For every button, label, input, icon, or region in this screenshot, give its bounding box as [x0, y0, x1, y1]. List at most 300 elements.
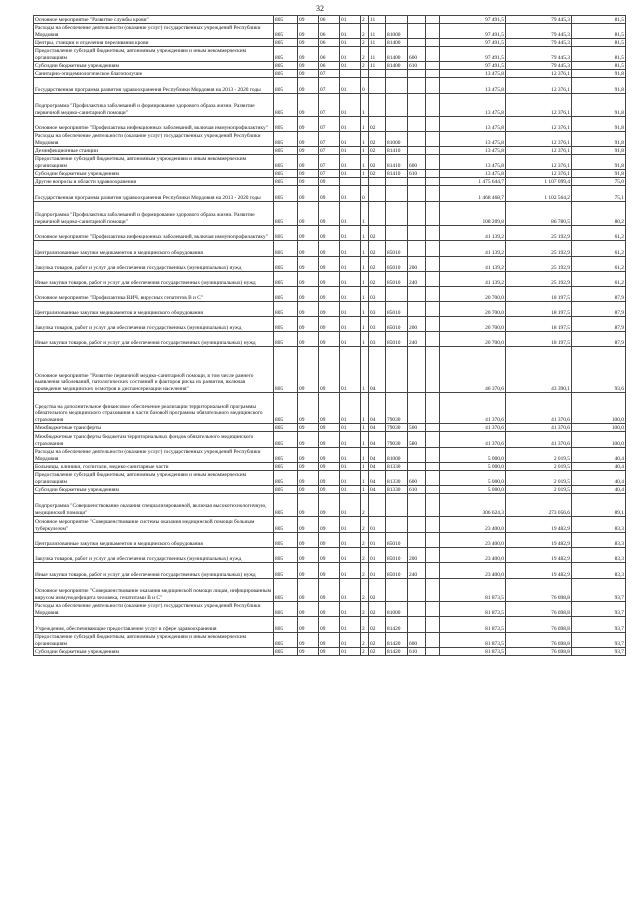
code-cell: 09: [319, 186, 340, 202]
code-cell: 01: [340, 424, 361, 432]
table-row: [34, 47, 626, 62]
code-cell: [386, 226, 408, 241]
fact-cell: 79 445,3: [506, 62, 572, 70]
table-row: [34, 78, 626, 94]
code-cell: 81400: [386, 39, 408, 47]
code-cell: 11: [369, 39, 386, 47]
code-cell: 01: [340, 117, 361, 132]
fact-cell: 79 445,3: [506, 24, 572, 39]
code-cell: 09: [319, 602, 340, 617]
row-name-cell: Иные закупки товаров, работ и услуг для обеспечения государственных (муниципальных) нужд: [34, 332, 274, 347]
code-cell: [426, 486, 440, 494]
fact-cell: 79 445,3: [506, 39, 572, 47]
code-cell: 805: [274, 347, 298, 393]
fact-cell: 25 192,9: [506, 272, 572, 287]
code-cell: 81000: [386, 448, 408, 463]
code-cell: 805: [274, 471, 298, 486]
row-name-cell: Межбюджетные трансферты бюджетам территориальных фондов обязательного медицинского страхования: [34, 432, 274, 448]
fact-cell: 12 376,1: [506, 117, 572, 132]
code-cell: 07: [319, 70, 340, 78]
code-cell: [408, 533, 426, 548]
plan-cell: 81 873,5: [440, 648, 506, 656]
code-cell: 07: [319, 117, 340, 132]
code-cell: [426, 202, 440, 226]
code-cell: 09: [319, 178, 340, 186]
code-cell: 01: [340, 186, 361, 202]
code-cell: [426, 178, 440, 186]
code-cell: 85010: [386, 332, 408, 347]
code-cell: 02: [369, 648, 386, 656]
code-cell: 01: [340, 317, 361, 332]
code-cell: [426, 24, 440, 39]
pct-cell: 40,4: [572, 463, 626, 471]
table-row: [34, 302, 626, 317]
code-cell: 1: [361, 202, 369, 226]
code-cell: 1: [361, 424, 369, 432]
plan-cell: 5 000,0: [440, 448, 506, 463]
code-cell: [426, 617, 440, 633]
code-cell: [386, 579, 408, 602]
code-cell: 81410: [386, 147, 408, 155]
code-cell: 2: [361, 62, 369, 70]
pct-cell: 91,8: [572, 147, 626, 155]
row-name-cell: Другие вопросы в области здравоохранения: [34, 178, 274, 186]
code-cell: 805: [274, 226, 298, 241]
code-cell: 85010: [386, 241, 408, 257]
code-cell: [369, 494, 386, 517]
pct-cell: 93,7: [572, 579, 626, 602]
code-cell: 09: [298, 424, 319, 432]
code-cell: 02: [369, 226, 386, 241]
code-cell: [386, 202, 408, 226]
code-cell: 600: [408, 47, 426, 62]
row-name-cell: Подпрограмма "Совершенствование оказания специализированной, включая высокотехнологичную, медицинской помощи": [34, 494, 274, 517]
code-cell: 805: [274, 302, 298, 317]
code-cell: 02: [369, 147, 386, 155]
code-cell: 09: [319, 317, 340, 332]
code-cell: [426, 62, 440, 70]
code-cell: [386, 494, 408, 517]
code-cell: 01: [340, 202, 361, 226]
code-cell: [340, 70, 361, 78]
table-row: [34, 424, 626, 432]
pct-cell: 83,3: [572, 517, 626, 533]
code-cell: 85010: [386, 257, 408, 272]
row-name-cell: Основное мероприятие "Развитие службы крови": [34, 16, 274, 24]
plan-cell: 108 209,8: [440, 202, 506, 226]
row-name-cell: Больницы, клиники, госпитали, медико-санитарные части: [34, 463, 274, 471]
pct-cell: 100,0: [572, 432, 626, 448]
code-cell: [408, 448, 426, 463]
code-cell: 09: [319, 257, 340, 272]
code-cell: [426, 448, 440, 463]
code-cell: 09: [319, 617, 340, 633]
code-cell: 2: [361, 579, 369, 602]
code-cell: [361, 178, 369, 186]
code-cell: 805: [274, 486, 298, 494]
code-cell: 01: [369, 563, 386, 579]
code-cell: 2: [361, 16, 369, 24]
code-cell: 01: [340, 517, 361, 533]
code-cell: 79030: [386, 424, 408, 432]
code-cell: 09: [319, 633, 340, 648]
table-row: [34, 648, 626, 656]
code-cell: [426, 471, 440, 486]
fact-cell: 273 056,6: [506, 494, 572, 517]
plan-cell: 20 700,0: [440, 302, 506, 317]
code-cell: [386, 287, 408, 302]
plan-cell: 41 139,2: [440, 241, 506, 257]
code-cell: 0: [361, 78, 369, 94]
code-cell: 2: [361, 47, 369, 62]
code-cell: 0: [361, 186, 369, 202]
row-name-cell: Субсидии бюджетным учреждениям: [34, 170, 274, 178]
code-cell: 02: [369, 170, 386, 178]
pct-cell: 91,8: [572, 78, 626, 94]
code-cell: [426, 117, 440, 132]
code-cell: 2: [361, 633, 369, 648]
code-cell: 805: [274, 257, 298, 272]
code-cell: 805: [274, 617, 298, 633]
table-row: [34, 272, 626, 287]
code-cell: [408, 78, 426, 94]
code-cell: 09: [298, 563, 319, 579]
code-cell: 01: [340, 448, 361, 463]
fact-cell: 18 197,5: [506, 287, 572, 302]
code-cell: 09: [298, 548, 319, 563]
pct-cell: 91,8: [572, 155, 626, 170]
code-cell: [426, 226, 440, 241]
code-cell: 09: [298, 78, 319, 94]
code-cell: 11: [369, 24, 386, 39]
code-cell: 1: [361, 132, 369, 147]
pct-cell: 75,1: [572, 186, 626, 202]
code-cell: [426, 494, 440, 517]
code-cell: 04: [369, 347, 386, 393]
code-cell: 09: [298, 178, 319, 186]
fact-cell: 12 376,1: [506, 170, 572, 178]
table-row: [34, 494, 626, 517]
row-name-cell: Централизованные закупки медикаментов и медицинского оборудования: [34, 302, 274, 317]
row-name-cell: Учреждения, обеспечивающие предоставление услуг в сфере здравоохранения: [34, 617, 274, 633]
plan-cell: 20 700,0: [440, 287, 506, 302]
code-cell: 600: [408, 155, 426, 170]
code-cell: [426, 170, 440, 178]
plan-cell: 13 475,8: [440, 155, 506, 170]
code-cell: 2: [361, 617, 369, 633]
code-cell: 1: [361, 432, 369, 448]
code-cell: [426, 393, 440, 424]
code-cell: 09: [298, 70, 319, 78]
code-cell: 805: [274, 432, 298, 448]
code-cell: 11: [369, 62, 386, 70]
row-name-cell: Предоставление субсидий бюджетным, автономным учреждениям и иным некоммерческим организациям: [34, 633, 274, 648]
code-cell: 09: [319, 471, 340, 486]
row-name-cell: Основное мероприятие "Профилактика ВИЧ, вирусных гепатитов В и С": [34, 287, 274, 302]
code-cell: [426, 257, 440, 272]
code-cell: 11: [369, 47, 386, 62]
table-row: [34, 579, 626, 602]
code-cell: [426, 287, 440, 302]
code-cell: 81330: [386, 471, 408, 486]
row-name-cell: Предоставление субсидий бюджетным, автономным учреждениям и иным некоммерческим организациям: [34, 47, 274, 62]
fact-cell: 76 698,8: [506, 602, 572, 617]
pct-cell: 87,9: [572, 302, 626, 317]
pct-cell: 81,5: [572, 24, 626, 39]
code-cell: 09: [319, 332, 340, 347]
code-cell: 09: [319, 563, 340, 579]
fact-cell: 79 445,3: [506, 47, 572, 62]
table-row: [34, 448, 626, 463]
code-cell: 09: [298, 432, 319, 448]
fact-cell: 43 390,1: [506, 347, 572, 393]
code-cell: 805: [274, 132, 298, 147]
code-cell: 09: [298, 117, 319, 132]
code-cell: [386, 178, 408, 186]
code-cell: 01: [369, 517, 386, 533]
code-cell: 09: [319, 202, 340, 226]
code-cell: 200: [408, 257, 426, 272]
code-cell: 2: [361, 602, 369, 617]
code-cell: 1: [361, 448, 369, 463]
code-cell: 09: [298, 471, 319, 486]
fact-cell: 2 019,5: [506, 486, 572, 494]
code-cell: [408, 287, 426, 302]
fact-cell: 12 376,1: [506, 147, 572, 155]
code-cell: [426, 648, 440, 656]
code-cell: [408, 602, 426, 617]
pct-cell: 40,4: [572, 471, 626, 486]
plan-cell: 20 700,0: [440, 332, 506, 347]
code-cell: 805: [274, 332, 298, 347]
code-cell: 09: [298, 24, 319, 39]
code-cell: 2: [361, 494, 369, 517]
row-name-cell: Расходы на обеспечение деятельности (оказание услуг) государственных учреждений Республики Мордовия: [34, 448, 274, 463]
code-cell: 09: [298, 132, 319, 147]
code-cell: [426, 563, 440, 579]
code-cell: 09: [319, 517, 340, 533]
code-cell: 01: [340, 579, 361, 602]
code-cell: 09: [298, 62, 319, 70]
code-cell: 81330: [386, 486, 408, 494]
fact-cell: 41 370,6: [506, 393, 572, 424]
code-cell: 09: [298, 170, 319, 178]
row-name-cell: Подпрограмма "Профилактика заболеваний и формирование здорового образа жизни. Развитие первичной медико-санитарной помощи": [34, 202, 274, 226]
code-cell: [426, 332, 440, 347]
code-cell: 01: [369, 548, 386, 563]
code-cell: 02: [369, 132, 386, 147]
row-name-cell: Подпрограмма "Профилактика заболеваний и формирование здорового образа жизни. Развитие первичной медико-санитарной помощи": [34, 94, 274, 117]
code-cell: 1: [361, 117, 369, 132]
table-row: [34, 347, 626, 393]
code-cell: [386, 517, 408, 533]
code-cell: 06: [319, 39, 340, 47]
code-cell: 09: [298, 287, 319, 302]
table-row: [34, 471, 626, 486]
code-cell: [426, 94, 440, 117]
pct-cell: 81,5: [572, 62, 626, 70]
fact-cell: 25 192,9: [506, 226, 572, 241]
code-cell: 02: [369, 579, 386, 602]
plan-cell: 5 000,0: [440, 463, 506, 471]
code-cell: [426, 302, 440, 317]
code-cell: 805: [274, 24, 298, 39]
code-cell: 09: [298, 302, 319, 317]
code-cell: 01: [340, 241, 361, 257]
code-cell: 09: [298, 579, 319, 602]
code-cell: 09: [319, 494, 340, 517]
code-cell: [408, 178, 426, 186]
pct-cell: 91,8: [572, 170, 626, 178]
code-cell: 01: [340, 47, 361, 62]
code-cell: [386, 78, 408, 94]
pct-cell: 87,9: [572, 332, 626, 347]
plan-cell: 5 000,0: [440, 486, 506, 494]
code-cell: 81400: [386, 62, 408, 70]
row-name-cell: Средства на дополнительное финансовое обеспечение реализации территориальной программы обязательного медицинского страхования в части базовой программы обязательного медицинского страхования: [34, 393, 274, 424]
code-cell: 2: [361, 563, 369, 579]
pct-cell: 81,5: [572, 47, 626, 62]
code-cell: 805: [274, 202, 298, 226]
code-cell: [426, 147, 440, 155]
fact-cell: 1 107 099,4: [506, 178, 572, 186]
code-cell: 09: [298, 486, 319, 494]
row-name-cell: Централизованные закупки медикаментов и медицинского оборудования: [34, 241, 274, 257]
code-cell: 2: [361, 548, 369, 563]
fact-cell: 2 019,5: [506, 463, 572, 471]
plan-cell: 97 491,5: [440, 47, 506, 62]
code-cell: [426, 533, 440, 548]
code-cell: 1: [361, 272, 369, 287]
code-cell: 805: [274, 393, 298, 424]
code-cell: [426, 602, 440, 617]
table-row: [34, 226, 626, 241]
fact-cell: 25 192,9: [506, 241, 572, 257]
pct-cell: 91,8: [572, 94, 626, 117]
fact-cell: 25 192,9: [506, 257, 572, 272]
code-cell: 805: [274, 39, 298, 47]
table-row: [34, 287, 626, 302]
fact-cell: 76 698,8: [506, 579, 572, 602]
pct-cell: 91,8: [572, 132, 626, 147]
plan-cell: 81 873,5: [440, 617, 506, 633]
code-cell: 01: [340, 94, 361, 117]
code-cell: [426, 317, 440, 332]
code-cell: 09: [319, 424, 340, 432]
table-row: [34, 332, 626, 347]
fact-cell: 2 019,5: [506, 471, 572, 486]
row-name-cell: Санитарно-эпидемиологическое благополучие: [34, 70, 274, 78]
code-cell: 01: [340, 287, 361, 302]
pct-cell: 61,2: [572, 257, 626, 272]
code-cell: 09: [298, 347, 319, 393]
code-cell: [408, 579, 426, 602]
code-cell: 04: [369, 432, 386, 448]
plan-cell: 41 370,6: [440, 393, 506, 424]
plan-cell: 13 475,8: [440, 132, 506, 147]
code-cell: 04: [369, 463, 386, 471]
fact-cell: 76 698,8: [506, 617, 572, 633]
code-cell: 01: [340, 302, 361, 317]
row-name-cell: Иные закупки товаров, работ и услуг для обеспечения государственных (муниципальных) нужд: [34, 272, 274, 287]
pct-cell: 61,2: [572, 241, 626, 257]
code-cell: 01: [340, 170, 361, 178]
table-row: [34, 517, 626, 533]
code-cell: 09: [298, 257, 319, 272]
row-name-cell: Расходы на обеспечение деятельности (оказание услуг) государственных учреждений Республики Мордовия: [34, 24, 274, 39]
fact-cell: 18 197,5: [506, 302, 572, 317]
code-cell: 805: [274, 78, 298, 94]
code-cell: 09: [319, 241, 340, 257]
code-cell: 07: [319, 78, 340, 94]
code-cell: 805: [274, 272, 298, 287]
code-cell: [408, 347, 426, 393]
code-cell: 06: [319, 24, 340, 39]
code-cell: 01: [340, 393, 361, 424]
code-cell: 09: [319, 226, 340, 241]
code-cell: [426, 78, 440, 94]
code-cell: 200: [408, 548, 426, 563]
code-cell: 2: [361, 24, 369, 39]
plan-cell: 81 873,5: [440, 633, 506, 648]
row-name-cell: Дезинфекционные станции: [34, 147, 274, 155]
table-row: [34, 155, 626, 170]
code-cell: [408, 241, 426, 257]
code-cell: 85010: [386, 548, 408, 563]
code-cell: 600: [408, 471, 426, 486]
table-row: [34, 602, 626, 617]
code-cell: 07: [319, 170, 340, 178]
pct-cell: 91,8: [572, 70, 626, 78]
pct-cell: 61,2: [572, 226, 626, 241]
code-cell: 09: [319, 548, 340, 563]
code-cell: [361, 70, 369, 78]
code-cell: 01: [340, 533, 361, 548]
code-cell: 06: [319, 47, 340, 62]
row-name-cell: Закупка товаров, работ и услуг для обеспечения государственных (муниципальных) нужд: [34, 257, 274, 272]
code-cell: 81420: [386, 648, 408, 656]
code-cell: [369, 78, 386, 94]
code-cell: 01: [340, 39, 361, 47]
code-cell: [408, 39, 426, 47]
code-cell: 02: [369, 617, 386, 633]
code-cell: 03: [369, 287, 386, 302]
row-name-cell: Основное мероприятие "Совершенствование оказания медицинской помощи лицам, инфицированным вирусом иммунодефицита человека, гепатитами В и С": [34, 579, 274, 602]
row-name-cell: Субсидии бюджетным учреждениям: [34, 648, 274, 656]
code-cell: 805: [274, 533, 298, 548]
fact-cell: 19 482,9: [506, 563, 572, 579]
plan-cell: 13 475,8: [440, 78, 506, 94]
plan-cell: 306 624,3: [440, 494, 506, 517]
code-cell: 09: [298, 202, 319, 226]
row-name-cell: Закупка товаров, работ и услуг для обеспечения государственных (муниципальных) нужд: [34, 548, 274, 563]
code-cell: 85010: [386, 302, 408, 317]
code-cell: [408, 463, 426, 471]
code-cell: 09: [298, 602, 319, 617]
fact-cell: 19 482,9: [506, 517, 572, 533]
code-cell: 805: [274, 70, 298, 78]
code-cell: 09: [298, 241, 319, 257]
code-cell: [426, 272, 440, 287]
code-cell: 01: [340, 332, 361, 347]
code-cell: 805: [274, 155, 298, 170]
code-cell: 02: [369, 155, 386, 170]
code-cell: 805: [274, 563, 298, 579]
code-cell: 09: [298, 494, 319, 517]
code-cell: 805: [274, 117, 298, 132]
table-row: [34, 16, 626, 24]
table-row: [34, 39, 626, 47]
